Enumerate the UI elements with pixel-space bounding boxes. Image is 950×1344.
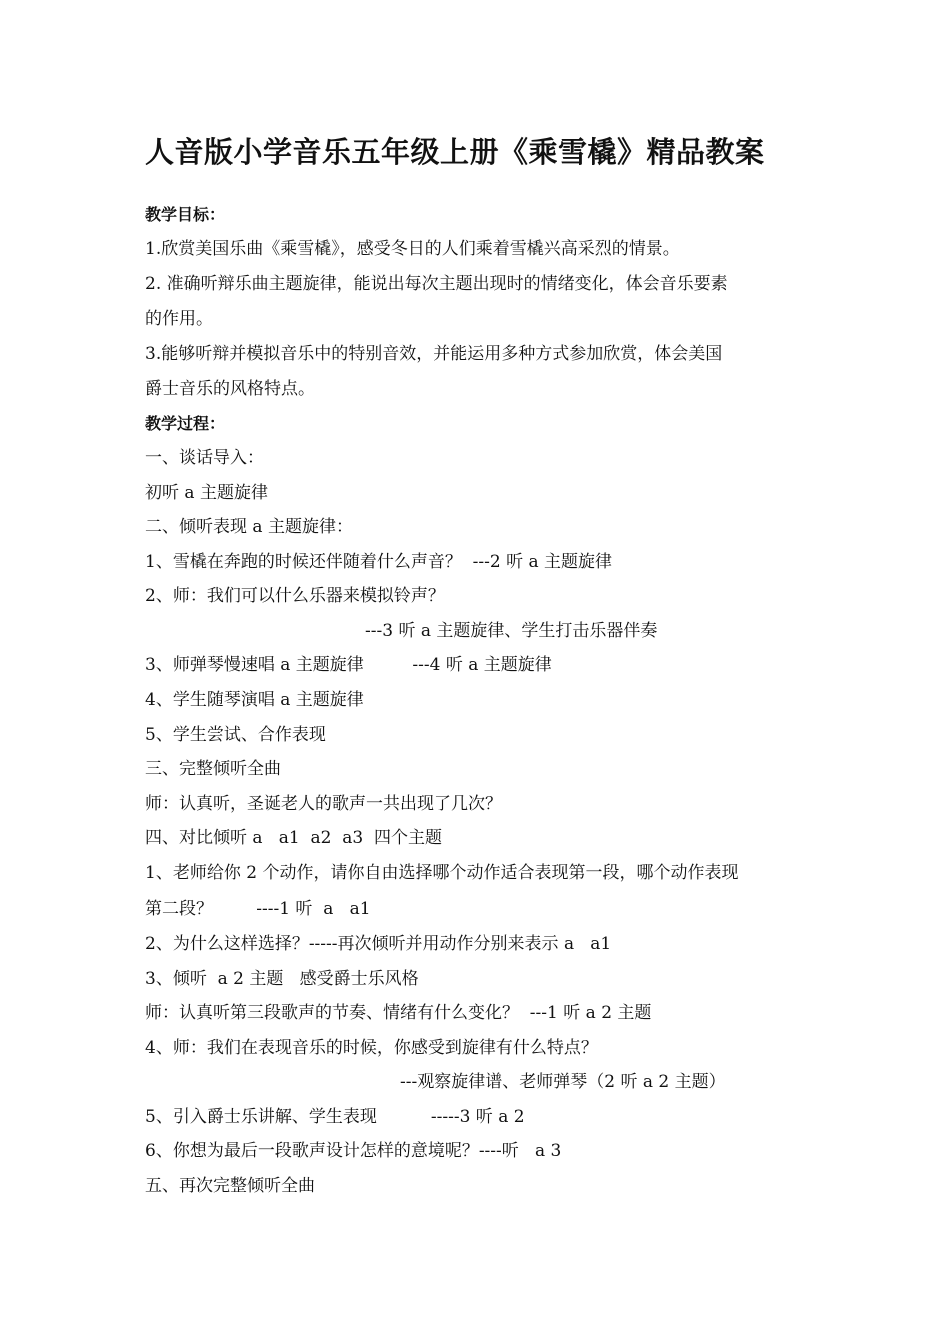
process-line: 第二段？ ----1 听 a a1 xyxy=(145,899,371,919)
process-line: 师：认真听，圣诞老人的歌声一共出现了几次？ xyxy=(145,794,502,814)
objective-line: 爵士音乐的风格特点。 xyxy=(145,379,315,399)
process-line: 2、为什么这样选择？-----再次倾听并用动作分别来表示 a a1 xyxy=(145,934,612,954)
process-line: 5、引入爵士乐讲解、学生表现 -----3 听 a 2 xyxy=(145,1107,525,1127)
process-line: ---观察旋律谱、老师弹琴（2 听 a 2 主题） xyxy=(400,1072,726,1092)
process-line: 3、师弹琴慢速唱 a 主题旋律 ---4 听 a 主题旋律 xyxy=(145,655,552,675)
process-line: 4、师：我们在表现音乐的时候，你感受到旋律有什么特点？ xyxy=(145,1038,598,1058)
process-heading: 教学过程： xyxy=(145,414,226,433)
objective-line: 的作用。 xyxy=(145,309,213,329)
objective-line: 2. 准确听辩乐曲主题旋律，能说出每次主题出现时的情绪变化，体会音乐要素 xyxy=(145,274,728,294)
process-line: 五、再次完整倾听全曲 xyxy=(145,1176,315,1196)
process-line: 1、老师给你 2 个动作，请你自由选择哪个动作适合表现第一段，哪个动作表现 xyxy=(145,863,739,883)
process-line: ---3 听 a 主题旋律、学生打击乐器伴奏 xyxy=(365,621,658,641)
process-line: 4、学生随琴演唱 a 主题旋律 xyxy=(145,690,364,710)
process-line: 三、完整倾听全曲 xyxy=(145,759,281,779)
process-line: 师：认真听第三段歌声的节奏、情绪有什么变化？ ---1 听 a 2 主题 xyxy=(145,1003,652,1023)
process-line: 四、对比倾听 a a1 a2 a3 四个主题 xyxy=(145,828,443,848)
process-line: 一、谈话导入： xyxy=(145,448,264,468)
process-line: 5、学生尝试、合作表现 xyxy=(145,725,326,745)
process-line: 二、倾听表现 a 主题旋律： xyxy=(145,517,353,537)
process-line: 1、雪橇在奔跑的时候还伴随着什么声音？ ---2 听 a 主题旋律 xyxy=(145,552,613,572)
process-line: 3、倾听 a 2 主题 感受爵士乐风格 xyxy=(145,969,419,989)
objective-line: 3.能够听辩并模拟音乐中的特别音效，并能运用多种方式参加欣赏，体会美国 xyxy=(145,344,723,364)
process-line: 初听 a 主题旋律 xyxy=(145,483,268,503)
document-title: 人音版小学音乐五年级上册《乘雪橇》精品教案 xyxy=(145,135,765,169)
objectives-heading: 教学目标： xyxy=(145,205,226,224)
process-line: 2、师：我们可以什么乐器来模拟铃声？ xyxy=(145,586,445,606)
objective-line: 1.欣赏美国乐曲《乘雪橇》，感受冬日的人们乘着雪橇兴高采烈的情景。 xyxy=(145,239,680,259)
process-line: 6、你想为最后一段歌声设计怎样的意境呢？----听 a 3 xyxy=(145,1141,562,1161)
